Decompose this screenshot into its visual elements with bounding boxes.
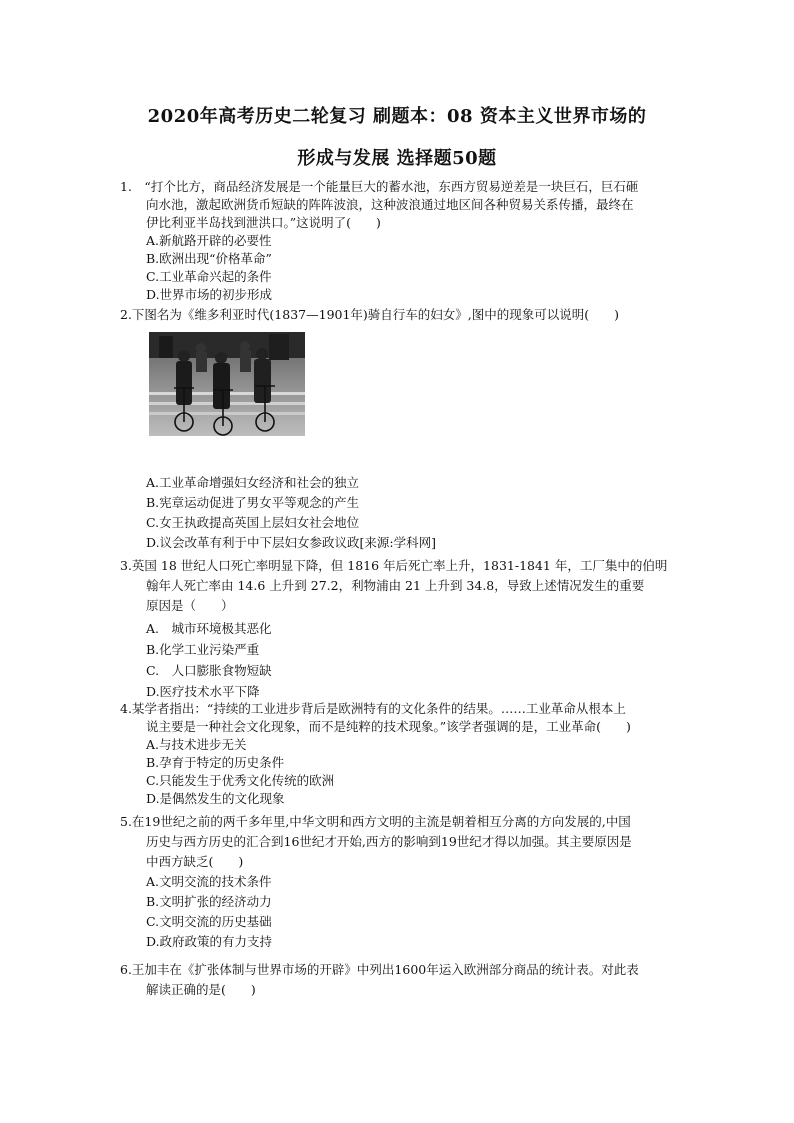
question-3-stem-line: 3.英国 18 世纪人口死亡率明显下降，但 1816 年后死亡率上升，1831-1841 年，工厂集中的伯明 [120, 558, 668, 573]
option-d: D.政府政策的有力支持 [146, 934, 273, 949]
question-1 [120, 178, 638, 304]
option-a: A.工业革命增强妇女经济和社会的独立 [146, 475, 360, 490]
option-b: B.孕育于特定的历史条件 [146, 755, 285, 770]
question-5-stem-line: 历史与西方历史的汇合到16世纪才开始,西方的影响到19世纪才得以加强。其主要原因是 [146, 834, 632, 849]
question-4-stem-line: 说主要是一种社会文化现象，而不是纯粹的技术现象。”该学者强调的是，工业革命( ) [146, 719, 631, 734]
option-a: A.文明交流的技术条件 [146, 874, 272, 889]
option-b: B.欧洲出现“价格革命” [146, 251, 272, 266]
question-3-stem-line: 翰年人死亡率由 14.6 上升到 27.2，利物浦由 21 上升到 34.8，导致上述情况发生的重要 [146, 578, 645, 593]
question-2-stem-line: 2.下图名为《维多利亚时代(1837—1901年)骑自行车的妇女》,图中的现象可以说明( ) [120, 307, 620, 322]
question-6-stem-line: 解读正确的是( ) [146, 982, 256, 997]
women-on-bicycles-photo [149, 332, 305, 436]
option-b: B.文明扩张的经济动力 [146, 894, 272, 909]
option-c: C.文明交流的历史基础 [146, 914, 272, 929]
option-c: C.工业革命兴起的条件 [146, 269, 272, 284]
title-line-1: 2020年高考历史二轮复习 刷题本：08 资本主义世界市场的 [147, 106, 647, 127]
question-4 [120, 700, 631, 808]
option-d: D.议会改革有利于中下层妇女参政议政[来源:学科网] [146, 535, 437, 550]
option-c: C. 人口膨胀食物短缺 [146, 663, 272, 678]
option-d: D.是偶然发生的文化现象 [146, 791, 285, 806]
option-c: C.只能发生于优秀文化传统的欧洲 [146, 773, 335, 788]
question-5 [120, 812, 632, 952]
question-5-stem-line: 中西方缺乏( ) [146, 854, 244, 869]
question-1-stem-line: 1. “打个比方，商品经济发展是一个能量巨大的蓄水池，东西方贸易逆差是一块巨石，巨石砸 [120, 179, 639, 194]
title-line-2: 形成与发展 选择题50题 [297, 148, 497, 169]
question-6-stem-line: 6.王加丰在《扩张体制与世界市场的开辟》中列出1600年运入欧洲部分商品的统计表。对此表 [120, 962, 639, 977]
question-1-stem-line: 伊比利亚半岛找到泄洪口。”这说明了( ) [146, 215, 381, 230]
option-a: A.与技术进步无关 [146, 737, 247, 752]
question-1-stem-line: 向水池，激起欧洲货币短缺的阵阵波浪，这种波浪通过地区间各种贸易关系传播，最终在 [146, 197, 634, 212]
question-2-options [146, 474, 436, 552]
question-2 [120, 306, 619, 324]
question-3-stem-line: 原因是（ ） [146, 598, 234, 613]
question-4-stem-line: 4.某学者指出：“持续的工业进步背后是欧洲特有的文化条件的结果。……工业革命从根本上 [120, 701, 626, 716]
option-b: B.宪章运动促进了男女平等观念的产生 [146, 495, 360, 510]
option-a: A. 城市环境极其恶化 [146, 621, 272, 636]
option-d: D.世界市场的初步形成 [146, 287, 273, 302]
option-b: B.化学工业污染严重 [146, 642, 260, 657]
option-d: D.医疗技术水平下降 [146, 684, 260, 699]
question-5-stem-line: 5.在19世纪之前的两千多年里,中华文明和西方文明的主流是朝着相互分离的方向发展的,中国 [120, 814, 631, 829]
option-a: A.新航路开辟的必要性 [146, 233, 272, 248]
question-6 [120, 960, 639, 1000]
option-c: C.女王执政提高英国上层妇女社会地位 [146, 515, 360, 530]
question-3 [120, 556, 667, 702]
